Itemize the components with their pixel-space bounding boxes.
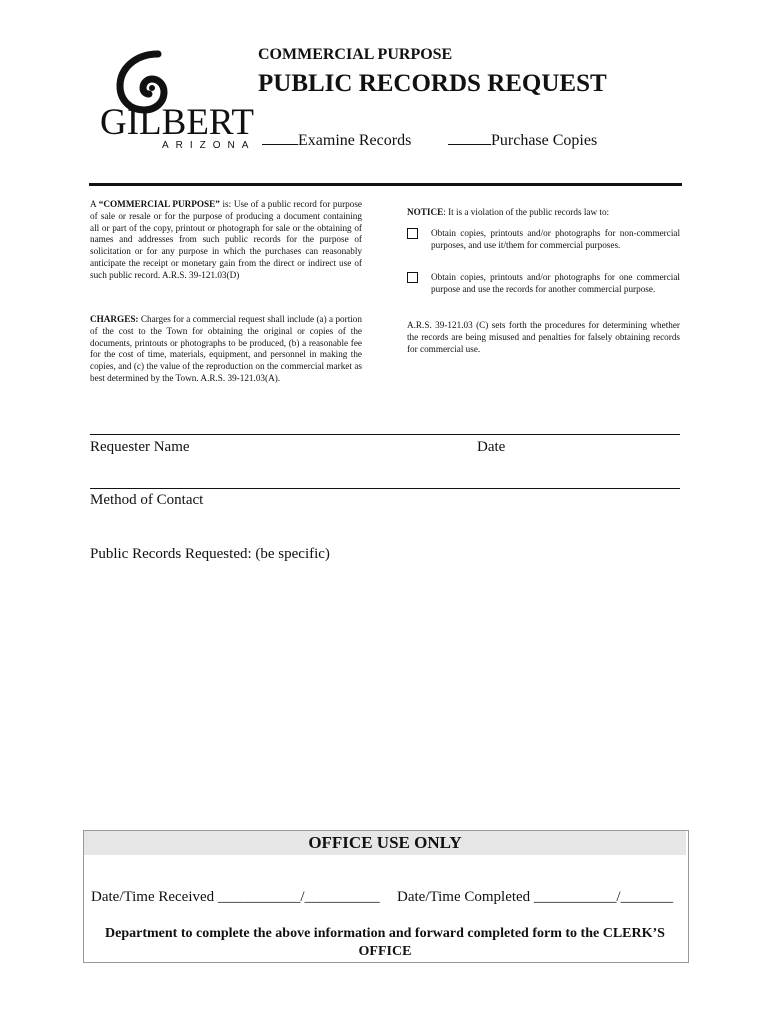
date-time-completed-field[interactable]: Date/Time Completed ___________/_______ [397, 889, 674, 905]
logo-subtext: ARIZONA [162, 140, 256, 151]
purchase-copies-label: Purchase Copies [491, 132, 598, 149]
office-use-title: OFFICE USE ONLY [308, 833, 462, 852]
examine-records-blank[interactable] [262, 130, 298, 145]
header-divider [89, 183, 682, 186]
records-requested-area[interactable] [90, 570, 680, 820]
method-of-contact-line[interactable] [90, 488, 680, 489]
charges-paragraph [90, 314, 362, 385]
charges-term: CHARGES: [90, 314, 139, 324]
records-requested-label: Public Records Requested: (be specific) [90, 546, 330, 562]
office-instructions: Department to complete the above information and forward completed form to the CLERK’S OFFICE [105, 926, 665, 959]
purchase-copies-blank[interactable] [448, 130, 491, 145]
date-label: Date [477, 439, 506, 455]
requester-name-label: Requester Name [90, 439, 190, 455]
ars-note: A.R.S. 39-121.03 (C) sets forth the procedures for determining whether the records are being misused and penalties for falsely obtaining records for commercial use. [407, 320, 680, 354]
definition-term: “COMMERCIAL PURPOSE” [98, 199, 220, 209]
logo-wordmark: GILBERT [100, 102, 254, 143]
notice-item-non-commercial [407, 228, 680, 252]
notice-body: : It is a violation of the public records law to: [443, 207, 610, 217]
checkbox-non-commercial[interactable] [407, 228, 418, 239]
page-title: PUBLIC RECORDS REQUEST [258, 70, 607, 97]
notice-item-text: Obtain copies, printouts and/or photographs for one commercial purpose and use the records for another commercial purpose. [431, 272, 680, 294]
definition-prefix: A [90, 199, 99, 209]
purchase-copies-option[interactable] [448, 130, 597, 150]
notice-paragraph [407, 207, 679, 219]
notice-item-text: Obtain copies, printouts and/or photographs for non-commercial purposes, and use it/them for commercial purposes. [431, 228, 680, 250]
examine-records-label: Examine Records [298, 132, 412, 149]
notice-term: NOTICE [407, 207, 444, 217]
commercial-purpose-definition [90, 199, 362, 282]
method-of-contact-label: Method of Contact [90, 492, 204, 508]
charges-body: Charges for a commercial request shall include (a) a portion of the cost to the Town for obtaining the original or copies of the documents, printouts or photographs to be produced, (b) a reasonable fee for the cost of time, materials, equipment, and personnel in making the copies, and (c) the value of the reproduction on the commercial market as best determined by the Town. A.R.S. 39-121.03(A). [90, 314, 362, 383]
examine-records-option[interactable] [262, 130, 411, 150]
checkbox-other-commercial[interactable] [407, 272, 418, 283]
notice-item-other-commercial [407, 272, 680, 296]
date-time-received-field[interactable]: Date/Time Received ___________/__________ [91, 889, 380, 905]
definition-body: is: Use of a public record for purpose of sale or resale or for the purpose of producing a document containing all or part of the copy, printout or photograph for sale or the obtaining of names and addresses from such public records for the purpose of solicitation or for any purpose in which the purchases can reasonably anticipate the receipt or monetary gain from the direct or indirect use of such public record. A.R.S. 39-121.03(D) [90, 199, 362, 280]
form-subtitle: COMMERCIAL PURPOSE [258, 46, 453, 63]
requester-name-line[interactable] [90, 434, 680, 435]
